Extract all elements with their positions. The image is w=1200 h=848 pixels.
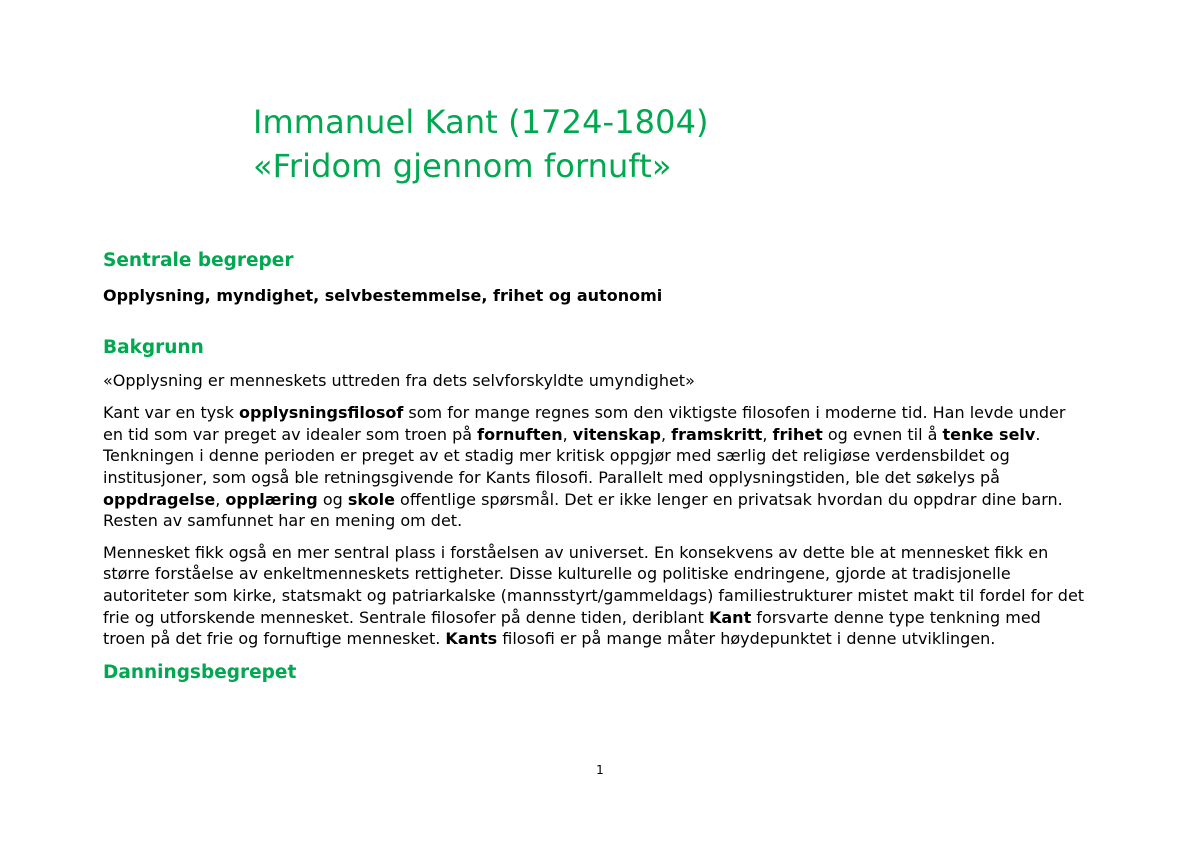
bold-term: tenke selv <box>942 424 1036 444</box>
text-span: forsvarte denne type tenkning med troen på det frie og fornuftige mennesket. <box>103 607 1041 649</box>
bold-term: opplysningsfilosof <box>238 403 404 423</box>
kant-quote: «Opplysning er menneskets uttreden fra dets selvforskyldte umyndighet» <box>103 370 695 390</box>
text-span: , <box>762 424 773 444</box>
bold-term: oppdragelse <box>103 489 216 509</box>
text-span: offentlige spørsmål. Det er ikke lenger en privatsak hvordan du oppdrar dine barn. Resten av samfunnet har en mening om det. <box>103 489 1063 531</box>
bold-term: opplæring <box>225 489 318 509</box>
title-line-name: Immanuel Kant (1724-1804) <box>253 103 709 141</box>
text-span: Mennesket fikk også en mer sentral plass i forståelsen av universet. En konsekvens av dette ble at mennesket fikk en større forståelse av enkeltmenneskets rettigheter. Disse kulturelle og politiske endringene, gjorde at tradisjonelle autoriteter som kirke, statsmakt og patriarkalske (mannsstyrt/gammeldags) familiestrukturer mistet makt til fordel for det frie og utforskende mennesket. Sentrale filosofer på denne tiden, deriblant <box>103 542 1085 627</box>
bold-term: skole <box>347 489 395 509</box>
document-content <box>103 248 1088 686</box>
heading-danningsbegrepet: Danningsbegrepet <box>103 661 297 683</box>
heading-sentrale-begreper: Sentrale begreper <box>103 250 294 271</box>
text-span: og <box>317 489 348 509</box>
text-span: , <box>215 489 226 509</box>
text-span: filosofi er på mange måter høydepunktet i denne utviklingen. <box>497 629 996 649</box>
concepts-list: Opplysning, myndighet, selvbestemmelse, frihet og autonomi <box>103 286 663 305</box>
text-span: , <box>562 424 573 444</box>
document-title <box>253 100 709 188</box>
paragraph-background-2 <box>103 542 1088 650</box>
bold-term: vitenskap <box>572 424 661 444</box>
bold-term: Kant <box>708 607 752 627</box>
heading-bakgrunn: Bakgrunn <box>103 336 204 358</box>
text-span: , <box>661 424 672 444</box>
text-span: Kant var en tysk <box>103 403 239 423</box>
text-span: og evnen til å <box>822 424 943 444</box>
page-number: 1 <box>596 763 604 777</box>
title-line-subtitle: «Fridom gjennom fornuft» <box>253 147 672 185</box>
paragraph-background-1 <box>103 402 1088 532</box>
text-span: . Tenkningen i denne perioden er preget av et stadig mer kritisk oppgjør med særlig det religiøse verdensbildet og institusjoner, som også ble retningsgivende for Kants filosofi. Parallelt med opplysningstiden, ble det søkelys på <box>103 424 1041 487</box>
bold-term: fornuften <box>477 424 563 444</box>
bold-term: Kants <box>445 629 498 649</box>
bold-term: framskritt <box>671 424 763 444</box>
text-span: som for mange regnes som den viktigste filosofen i moderne tid. Han levde under en tid som var preget av idealer som troen på <box>103 403 1066 444</box>
bold-term: frihet <box>772 424 823 444</box>
